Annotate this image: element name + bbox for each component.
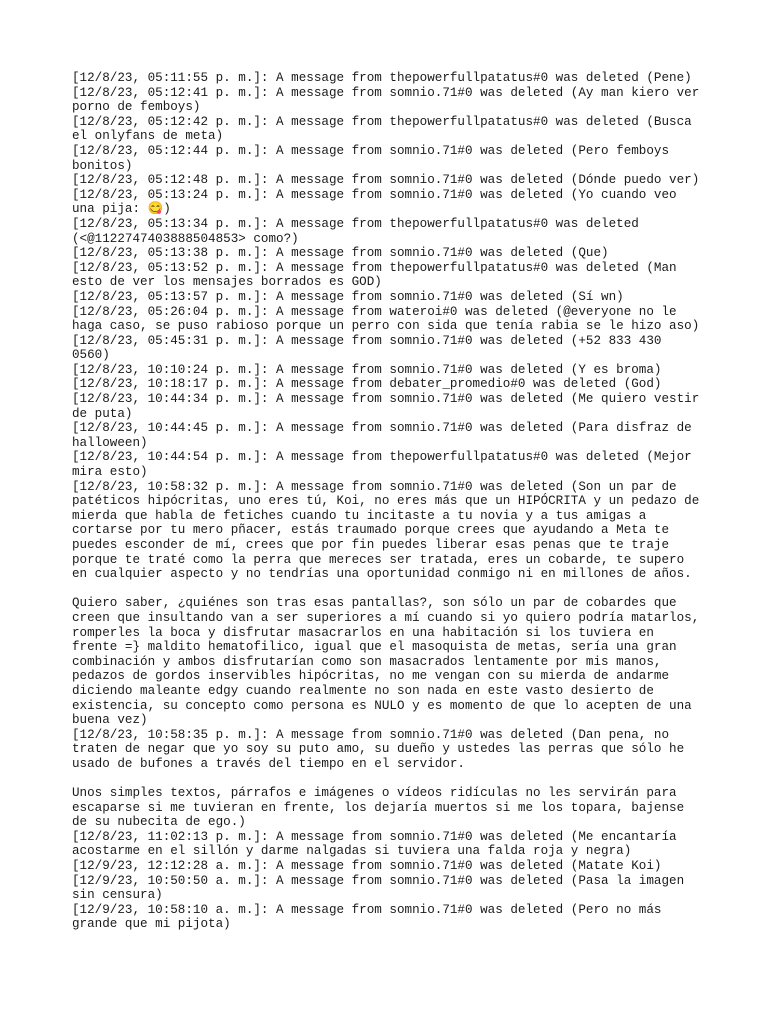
log-line: mierda que habla de fetiches cuando tu incitaste a tu novia y a tus amigas a <box>72 508 647 523</box>
log-line: [12/8/23, 10:44:45 p. m.]: A message from somnio.71#0 was deleted (Para disfraz de <box>72 421 692 436</box>
log-line: [12/8/23, 10:44:34 p. m.]: A message from somnio.71#0 was deleted (Me quiero vestir <box>72 392 700 407</box>
log-line: de su nubecita de ego.) <box>72 815 246 830</box>
log-line <box>72 932 712 947</box>
log-line <box>72 582 712 597</box>
log-line: mira esto) <box>72 465 148 480</box>
log-line: traten de negar que yo soy su puto amo, su dueño y ustedes las perras que sólo he <box>72 742 685 757</box>
log-line: [12/8/23, 05:45:31 p. m.]: A message from somnio.71#0 was deleted (+52 833 430 <box>72 333 662 348</box>
log-line: esto de ver los mensajes borrados es GOD) <box>72 275 382 290</box>
log-line: [12/9/23, 10:50:50 a. m.]: A message from somnio.71#0 was deleted (Pasa la imagen <box>72 873 685 888</box>
log-line: frente =} maldito hematofilico, igual que el masoquista de metas, sería una gran <box>72 640 677 655</box>
log-line: cortarse por tu mero pñacer, estás traumado porque crees que ayudando a Meta te <box>72 523 670 538</box>
log-line: romperles la boca y disfrutar masacrarlos en una habitación si los tuviera en <box>72 625 654 640</box>
log-line: combinación y ambos disfrutarían como son masacrados lentamente por mis manos, <box>72 654 662 669</box>
log-line: [12/8/23, 05:12:44 p. m.]: A message from somnio.71#0 was deleted (Pero femboys <box>72 143 670 158</box>
log-line: [12/8/23, 05:12:42 p. m.]: A message from thepowerfullpatatus#0 was deleted (Busca <box>72 114 692 129</box>
log-line: haga caso, se puso rabioso porque un perro con sida que tenía rabia se le hizo aso) <box>72 319 700 334</box>
log-line: escaparse si me tuvieran en frente, los dejaría muertos si me los topara, bajense <box>72 800 685 815</box>
log-line: Unos simples textos, párrafos e imágenes o vídeos ridículas no les servirán para <box>72 786 677 801</box>
log-line: pedazos de gordos inservibles hipócritas, no me vengan con su mierda de andarme <box>72 669 670 684</box>
log-line: creen que insultando van a ser superiores a mí cuando si yo quiero podría matarlos, <box>72 610 700 625</box>
log-line: [12/8/23, 10:10:24 p. m.]: A message from somnio.71#0 was deleted (Y es broma) <box>72 362 662 377</box>
log-line: una pija: 😋) <box>72 202 171 217</box>
log-line: existencia, su concepto como persona es NULO y es momento de que lo acepten de una <box>72 698 692 713</box>
log-line: [12/8/23, 05:13:34 p. m.]: A message from thepowerfullpatatus#0 was deleted <box>72 216 639 231</box>
log-line: [12/8/23, 05:12:41 p. m.]: A message from somnio.71#0 was deleted (Ay man kiero ver <box>72 85 700 100</box>
log-line: [12/8/23, 10:58:35 p. m.]: A message from somnio.71#0 was deleted (Dan pena, no <box>72 727 670 742</box>
log-line: [12/8/23, 05:13:24 p. m.]: A message from somnio.71#0 was deleted (Yo cuando veo <box>72 187 677 202</box>
log-line: [12/8/23, 05:11:55 p. m.]: A message from thepowerfullpatatus#0 was deleted (Pene) <box>72 71 692 85</box>
log-line: sin censura) <box>72 888 163 903</box>
log-line: [12/8/23, 05:13:57 p. m.]: A message from somnio.71#0 was deleted (Sí wn) <box>72 289 624 304</box>
document-body <box>72 71 712 947</box>
log-line: (<@1122747403888504853> como?) <box>72 231 299 246</box>
log-line: patéticos hipócritas, uno eres tú, Koi, no eres más que un HIPÓCRITA y un pedazo de <box>72 494 700 509</box>
log-line: el onlyfans de meta) <box>72 129 224 144</box>
log-line: [12/8/23, 10:18:17 p. m.]: A message from debater_promedio#0 was deleted (God) <box>72 377 662 392</box>
log-line: [12/8/23, 10:58:32 p. m.]: A message from somnio.71#0 was deleted (Son un par de <box>72 479 677 494</box>
log-line: 0560) <box>72 348 110 363</box>
log-line: usado de bufones a través del tiempo en el servidor. <box>72 756 465 771</box>
log-line: en cualquier aspecto y no tendrías una oportunidad conmigo ni en millones de años. <box>72 567 692 582</box>
log-line: [12/8/23, 05:26:04 p. m.]: A message from wateroi#0 was deleted (@everyone no le <box>72 304 677 319</box>
log-line <box>72 772 712 787</box>
log-line: grande que mi pijota) <box>72 917 231 932</box>
log-line: [12/8/23, 05:13:52 p. m.]: A message from thepowerfullpatatus#0 was deleted (Man <box>72 260 677 275</box>
log-line: buena vez) <box>72 713 148 728</box>
log-line: [12/9/23, 10:58:10 a. m.]: A message from somnio.71#0 was deleted (Pero no más <box>72 902 662 917</box>
log-line: [12/8/23, 10:44:54 p. m.]: A message from thepowerfullpatatus#0 was deleted (Mejor <box>72 450 692 465</box>
log-line: puedes esconder de mí, crees que por fin puedes liberar esas penas que te traje <box>72 538 670 552</box>
log-line: Quiero saber, ¿quiénes son tras esas pantallas?, son sólo un par de cobardes que <box>72 596 677 611</box>
log-line: porno de femboys) <box>72 100 201 115</box>
log-line: de puta) <box>72 406 133 421</box>
log-line: halloween) <box>72 435 148 450</box>
log-line: diciendo maleante edgy cuando realmente no son nada en este vasto desierto de <box>72 683 654 698</box>
log-line: [12/9/23, 12:12:28 a. m.]: A message from somnio.71#0 was deleted (Matate Koi) <box>72 859 662 874</box>
log-line: porque te traté como la perra que mereces ser tratada, eres un cobarde, te supero <box>72 552 685 567</box>
log-line: [12/8/23, 05:13:38 p. m.]: A message from somnio.71#0 was deleted (Que) <box>72 246 609 261</box>
log-line: acostarme en el sillón y darme nalgadas si tuviera una falda roja y negra) <box>72 844 632 859</box>
log-line: [12/8/23, 05:12:48 p. m.]: A message from somnio.71#0 was deleted (Dónde puedo ver) <box>72 173 700 188</box>
log-line: [12/8/23, 11:02:13 p. m.]: A message from somnio.71#0 was deleted (Me encantaría <box>72 829 677 844</box>
log-line: bonitos) <box>72 158 133 173</box>
